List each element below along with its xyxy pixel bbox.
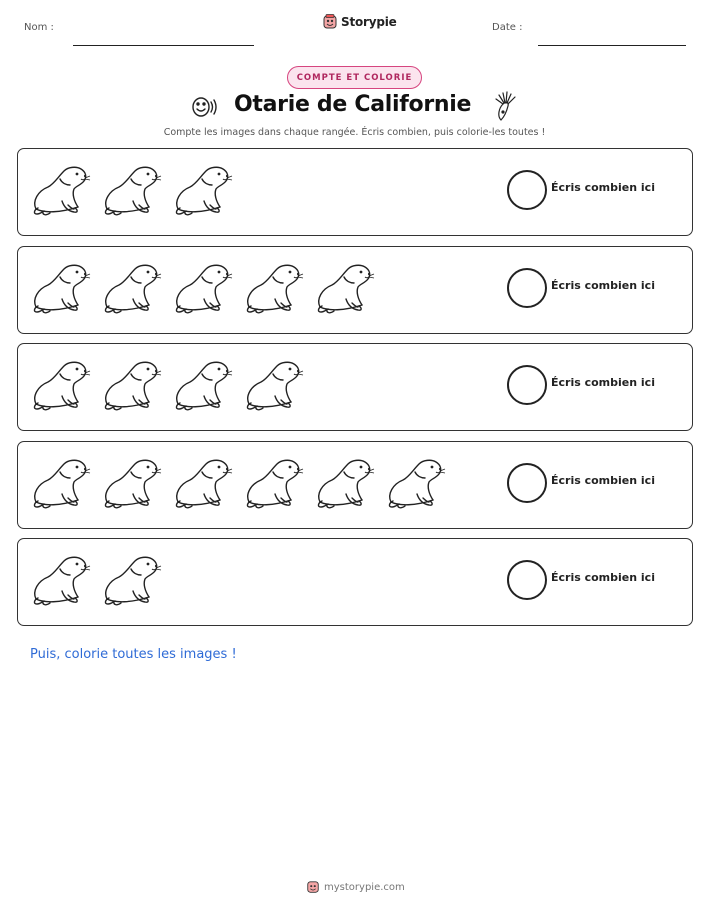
- seal-icon: [243, 454, 305, 512]
- counting-row: [17, 246, 693, 334]
- seal-icon: [101, 551, 163, 609]
- answer-circle[interactable]: [507, 268, 547, 308]
- seal-icon: [172, 259, 234, 317]
- seal-icon: [101, 259, 163, 317]
- seal-icon: [385, 454, 447, 512]
- footer-note: Puis, colorie toutes les images !: [30, 647, 237, 662]
- sea-anemone-icon: [491, 90, 519, 122]
- date-label: Date :: [492, 22, 523, 33]
- site-url: mystorypie.com: [324, 881, 405, 893]
- seal-icon: [101, 161, 163, 219]
- worksheet-header: [0, 14, 709, 44]
- counting-row: [17, 148, 693, 236]
- answer-label: Écris combien ici: [551, 181, 655, 194]
- seal-icon: [101, 356, 163, 414]
- seal-icon: [314, 259, 376, 317]
- brand: [322, 14, 397, 30]
- seal-icon: [30, 454, 92, 512]
- seal-icon: [30, 551, 92, 609]
- counting-row: [17, 343, 693, 431]
- counting-rows: [17, 148, 693, 636]
- seal-group: [30, 551, 163, 609]
- seal-icon: [101, 454, 163, 512]
- answer-label: Écris combien ici: [551, 376, 655, 390]
- counting-row: [17, 441, 693, 529]
- seal-icon: [314, 454, 376, 512]
- date-line: [538, 45, 686, 46]
- seal-group: [30, 161, 234, 219]
- answer-circle[interactable]: [507, 170, 547, 210]
- seal-icon: [172, 161, 234, 219]
- category-badge: COMPTE ET COLORIE: [287, 66, 422, 89]
- answer-circle[interactable]: [507, 560, 547, 600]
- seal-icon: [190, 95, 218, 119]
- counting-row: [17, 538, 693, 626]
- page-title: Otarie de Californie: [234, 92, 472, 117]
- title-row: [0, 90, 709, 124]
- seal-icon: [30, 259, 92, 317]
- answer-label: Écris combien ici: [551, 571, 655, 585]
- seal-icon: [172, 356, 234, 414]
- instructions: Compte les images dans chaque rangée. Écris combien, puis colorie-les toutes !: [163, 127, 546, 138]
- storypie-logo-icon: [306, 880, 320, 894]
- name-label: Nom :: [24, 22, 54, 33]
- name-line: [73, 45, 254, 46]
- seal-icon: [30, 356, 92, 414]
- seal-icon: [243, 356, 305, 414]
- answer-label: Écris combien ici: [551, 473, 655, 487]
- seal-group: [30, 454, 447, 512]
- answer-label: Écris combien ici: [551, 278, 655, 292]
- seal-icon: [172, 454, 234, 512]
- site-footer: [306, 880, 405, 894]
- storypie-logo-icon: [322, 14, 338, 30]
- answer-circle[interactable]: [507, 365, 547, 405]
- brand-name: Storypie: [341, 15, 397, 29]
- seal-group: [30, 356, 305, 414]
- seal-icon: [30, 161, 92, 219]
- seal-icon: [243, 259, 305, 317]
- seal-group: [30, 259, 376, 317]
- answer-circle[interactable]: [507, 463, 547, 503]
